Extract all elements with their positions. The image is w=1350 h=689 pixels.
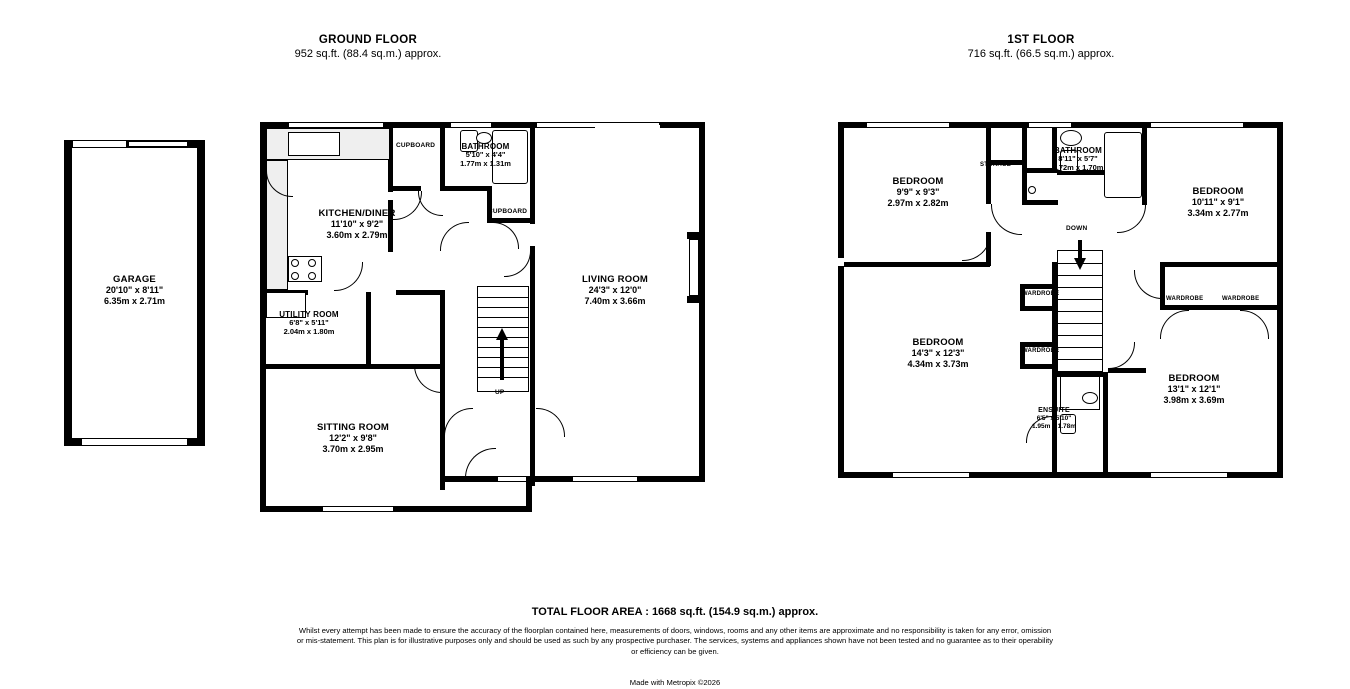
down-arrow-head [1074,258,1086,270]
first-shower-dot [1028,186,1036,194]
room-kitchen-diner: KITCHEN/DINER 11'10" x 9'2" 3.60m x 2.79m [318,208,396,240]
label-wardrobe-1: WARDROBE [1022,291,1060,297]
label-storage: STORAGE [980,162,1011,168]
kitchen-sink [288,132,340,156]
room-bedroom-2: BEDROOM 10'11" x 9'1" 3.34m x 2.77m [1187,186,1249,218]
label-wardrobe-3: WARDROBE [1166,296,1204,302]
first-floor-area: 716 sq.ft. (66.5 sq.m.) approx. [967,48,1115,60]
total-floor-area: TOTAL FLOOR AREA : 1668 sq.ft. (154.9 sq.m.) approx. [531,606,819,618]
first-basin [1060,130,1082,146]
up-arrow-shaft [500,338,504,380]
room-utility: UTILITY ROOM 6'8" x 5'11" 2.04m x 1.80m [279,310,339,337]
room-ground-bathroom: BATHROOM 5'10" x 4'4" 1.77m x 1.31m [460,142,511,169]
up-arrow-head [496,328,508,340]
hob-ring-1 [291,259,299,267]
credit-text: Made with Metropix ©2026 [629,678,721,687]
room-ensuite: ENSUITE 6'5" x 5'10" 1.95m x 1.78m [1031,407,1077,430]
room-garage: GARAGE 20'10" x 8'11" 6.35m x 2.71m [103,274,166,306]
label-wardrobe-2: WARDROBE [1022,348,1060,354]
ground-floor-area: 952 sq.ft. (88.4 sq.m.) approx. [294,48,442,60]
label-cupboard-2: CUPBOARD [488,208,528,215]
hob-ring-3 [291,272,299,280]
room-bedroom-4: BEDROOM 13'1" x 12'1" 3.98m x 3.69m [1163,373,1225,405]
label-down: DOWN [1066,225,1088,232]
ground-floor-title: GROUND FLOOR [318,34,418,46]
ensuite-basin [1082,392,1098,404]
room-living: LIVING ROOM 24'3" x 12'0" 7.40m x 3.66m [581,274,649,306]
room-bedroom-1: BEDROOM 9'9" x 9'3" 2.97m x 2.82m [887,176,949,208]
label-wardrobe-4: WARDROBE [1222,296,1260,302]
label-cupboard-1: CUPBOARD [396,142,436,149]
room-first-bathroom: BATHROOM 8'11" x 5'7" 2.72m x 1.70m [1052,146,1104,173]
room-sitting: SITTING ROOM 12'2" x 9'8" 3.70m x 2.95m [316,422,390,454]
label-up: UP [495,389,505,396]
disclaimer-text: Whilst every attempt has been made to ensure the accuracy of the floorplan contained here, measurements of doors, windows, rooms and any other items are approximate and no responsibility is taken for any error, omission or mis-statement. This plan is for illustrative purposes only and should be used as such by any prospective purchaser. The services, systems and appliances shown have not been tested and no guarantee as to their operability or efficiency can be given. [296,626,1054,656]
first-floor-title: 1ST FLOOR [1007,34,1075,46]
room-bedroom-3: BEDROOM 14'3" x 12'3" 4.34m x 3.73m [907,337,969,369]
hob-ring-2 [308,259,316,267]
hob-ring-4 [308,272,316,280]
